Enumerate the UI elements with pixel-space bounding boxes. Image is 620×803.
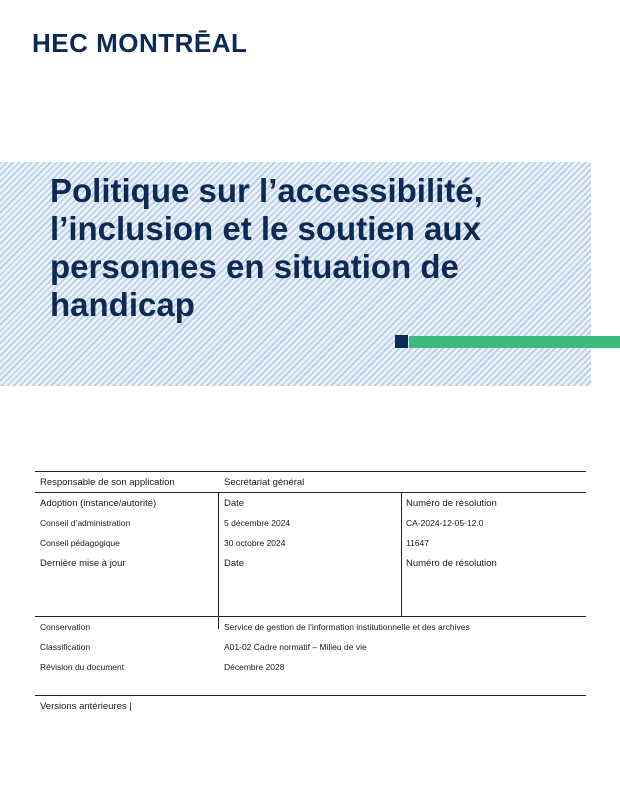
accent-bar — [409, 336, 620, 348]
conservation-label: Conservation — [40, 622, 91, 632]
classification-label: Classification — [40, 642, 91, 652]
accent-square — [395, 335, 408, 348]
table-row — [35, 472, 586, 492]
hec-montreal-logo: HEC MONTRĒAL — [32, 28, 248, 58]
document-metadata-table — [35, 471, 586, 716]
adoption-date: 30 octobre 2024 — [224, 538, 286, 548]
resolution-number: 11647 — [406, 538, 430, 548]
adoption-header: Adoption (instance/autorité) — [40, 498, 157, 509]
last-update-header: Dernière mise à jour — [40, 558, 126, 569]
resolution-header: Numéro de résolution — [406, 558, 497, 569]
resolution-number: CA-2024-12-05-12.0 — [406, 518, 484, 528]
versions-label: Versions antérieures | — [40, 701, 132, 712]
responsable-label: Responsable de son application — [40, 477, 175, 488]
responsable-value: Secrétariat général — [224, 477, 305, 488]
table-row — [35, 533, 586, 553]
table-row — [35, 493, 586, 513]
table-row — [35, 696, 586, 716]
classification-value: A01-02 Cadre normatif – Milieu de vie — [224, 642, 367, 652]
date-header: Date — [224, 558, 245, 569]
table-row — [35, 513, 586, 533]
adoption-section — [35, 493, 586, 616]
date-header: Date — [224, 498, 245, 509]
conservation-value: Service de gestion de l’information institutionnelle et des archives — [224, 622, 470, 632]
info-section — [35, 617, 586, 695]
instance-name: Conseil d’administration — [40, 518, 131, 528]
resolution-header: Numéro de résolution — [406, 498, 497, 509]
table-row — [35, 553, 586, 573]
instance-name: Conseil pédagogique — [40, 538, 120, 548]
table-row — [35, 617, 586, 637]
table-row — [35, 637, 586, 657]
table-row — [35, 657, 586, 677]
revision-value: Décembre 2028 — [224, 662, 285, 672]
document-title: Politique sur l’accessibilité, l’inclusion et le soutien aux personnes en situation de handicap — [50, 172, 483, 323]
adoption-date: 5 décembre 2024 — [224, 518, 291, 528]
revision-label: Révision du document — [40, 662, 125, 672]
